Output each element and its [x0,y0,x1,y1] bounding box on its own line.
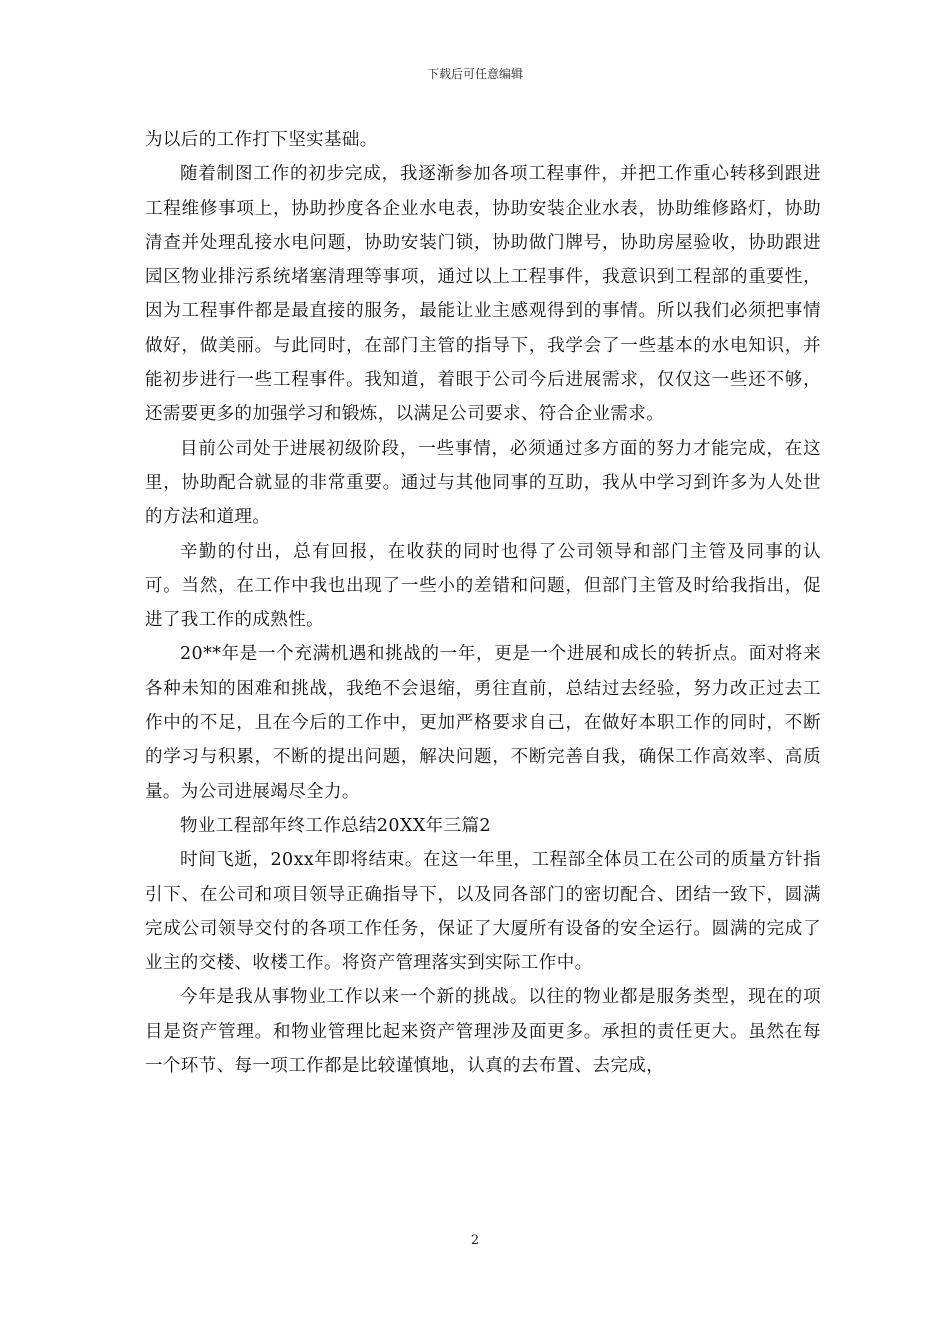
paragraph: 随着制图工作的初步完成，我逐渐参加各项工程事件，并把工作重心转移到跟进工程维修事项上，协助抄度各企业水电表，协助安装企业水表，协助维修路灯，协助清查并处理乱接水电问题，协助安装门锁，协助做门牌号，协助房屋验收，协助跟进园区物业排污系统堵塞清理等事项，通过以上工程事件，我意识到工程部的重要性，因为工程事件都是最直接的服务，最能让业主感观得到的事情。所以我们必须把事情做好，做美丽。与此同时，在部门主管的指导下，我学会了一些基本的水电知识，并能初步进行一些工程事件。我知道，着眼于公司今后进展需求，仅仅这一些还不够，还需要更多的加强学习和锻炼，以满足公司要求、符合企业需求。 [145,164,821,425]
document-body [145,123,821,1083]
paragraph: 时间飞逝，20xx年即将结束。在这一年里，工程部全体员工在公司的质量方针指引下、在公司和项目领导正确指导下，以及同各部门的密切配合、团结一致下，圆满完成公司领导交付的各项工作任务，保证了大厦所有设备的安全运行。圆满的完成了业主的交楼、收楼工作。将资产管理落实到实际工作中。 [145,850,821,974]
paragraph: 目前公司处于进展初级阶段，一些事情，必须通过多方面的努力才能完成，在这里，协助配合就显的非常重要。通过与其他同事的互助，我从中学习到许多为人处世的方法和道理。 [145,438,821,528]
page-number: 2 [470,1233,480,1248]
header-text: 下载后可任意编辑 [426,67,523,81]
page-header [0,66,950,82]
page-footer [0,1233,950,1249]
section-heading: 物业工程部年终工作总结20XX年三篇2 [180,815,491,836]
paragraph: 20**年是一个充满机遇和挑战的一年，更是一个进展和成长的转折点。面对将来各种未知的困难和挑战，我绝不会退缩，勇往直前，总结过去经验，努力改正过去工作中的不足，且在今后的工作中，更加严格要求自己，在做好本职工作的同时，不断的学习与积累，不断的提出问题，解决问题，不断完善自我，确保工作高效率、高质量。为公司进展竭尽全力。 [145,644,821,802]
paragraph: 今年是我从事物业工作以来一个新的挑战。以往的物业都是服务类型，现在的项目是资产管理。和物业管理比起来资产管理涉及面更多。承担的责任更大。虽然在每一个环节、每一项工作都是比较谨慎地，认真的去布置、去完成， [145,987,821,1077]
paragraph: 辛勤的付出，总有回报，在收获的同时也得了公司领导和部门主管及同事的认可。当然，在工作中我也出现了一些小的差错和问题，但部门主管及时给我指出，促进了我工作的成熟性。 [145,541,821,631]
paragraph: 为以后的工作打下坚实基础。 [145,130,378,150]
